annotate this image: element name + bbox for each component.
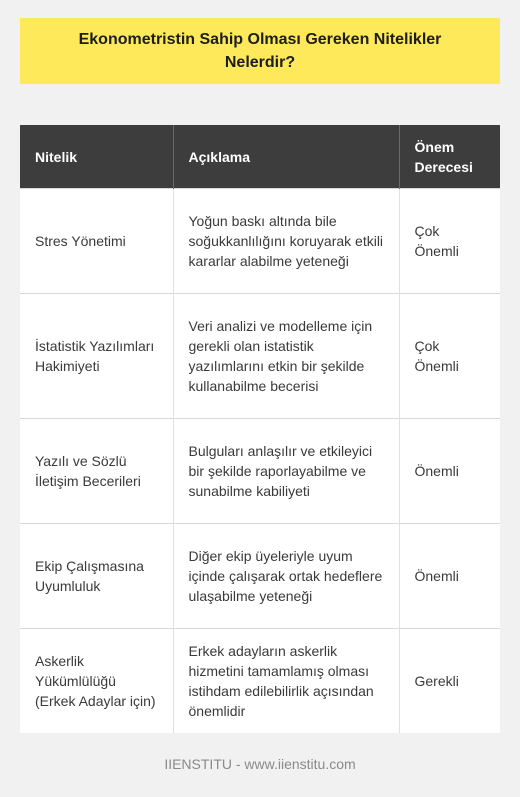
cell-quality: Stres Yönetimi xyxy=(20,189,173,294)
table-row xyxy=(20,189,500,294)
cell-importance: Önemli xyxy=(414,463,459,479)
title-banner xyxy=(20,18,500,84)
cell-quality: Ekip Çalışmasına Uyumluluk xyxy=(20,524,173,629)
page-title: Ekonometristin Sahip Olması Gereken Nitelikler Nelerdir? xyxy=(78,31,442,71)
table-row xyxy=(20,419,500,524)
qualifications-table xyxy=(20,125,500,733)
cell-quality: İstatistik Yazılımları Hakimiyeti xyxy=(20,294,173,419)
header-quality: Nitelik xyxy=(20,125,173,189)
cell-description: Veri analizi ve modelleme için gerekli olan istatistik yazılımlarını etkin bir şekilde kullanabilme becerisi xyxy=(173,294,399,419)
cell-importance: Önemli xyxy=(414,568,459,584)
cell-description: Erkek adayların askerlik hizmetini tamamlamış olması istihdam edilebilirlik açısından önemlidir xyxy=(173,629,399,734)
cell-importance: Çok Önemli xyxy=(414,223,459,259)
cell-importance: Çok Önemli xyxy=(414,338,459,374)
cell-description: Diğer ekip üyeleriyle uyum içinde çalışarak ortak hedeflere ulaşabilme yeteneği xyxy=(173,524,399,629)
table-row xyxy=(20,629,500,734)
cell-importance: Gerekli xyxy=(414,673,459,689)
cell-description: Bulguları anlaşılır ve etkileyici bir şekilde raporlayabilme ve sunabilme kabiliyeti xyxy=(173,419,399,524)
cell-description: Yoğun baskı altında bile soğukkanlılığını koruyarak etkili kararlar alabilme yeteneği xyxy=(173,189,399,294)
table-header-row xyxy=(20,125,500,189)
footer-credit: IIENSTITU - www.iienstitu.com xyxy=(164,756,356,772)
table-row xyxy=(20,294,500,419)
header-importance: Önem Derecesi xyxy=(414,138,473,175)
cell-quality: Askerlik Yükümlülüğü (Erkek Adaylar için) xyxy=(20,629,173,734)
cell-quality: Yazılı ve Sözlü İletişim Becerileri xyxy=(20,419,173,524)
header-description: Açıklama xyxy=(173,125,399,189)
table-row xyxy=(20,524,500,629)
